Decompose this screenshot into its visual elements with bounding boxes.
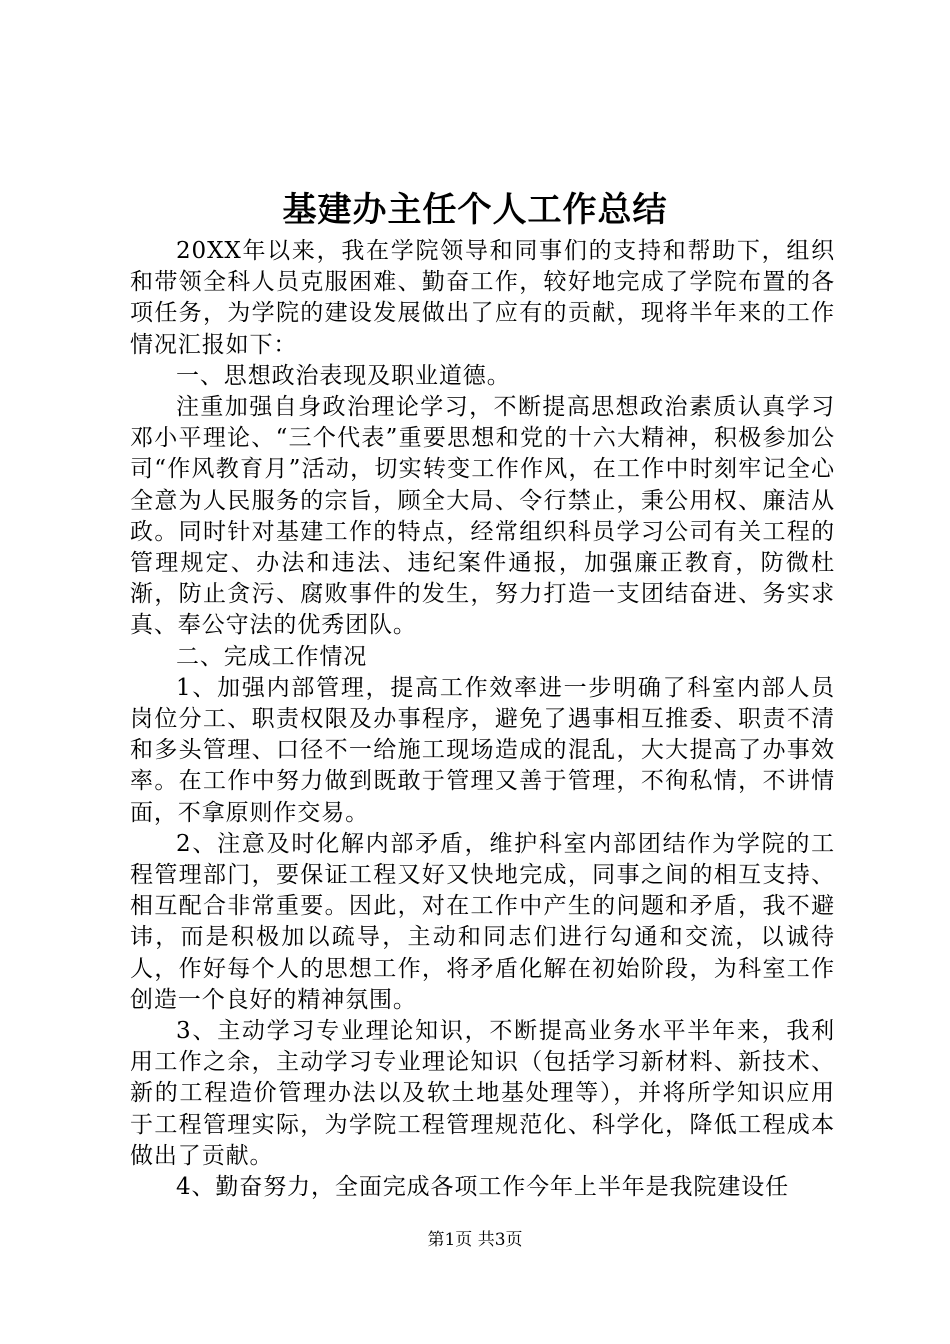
document-body (130, 236, 835, 1203)
section-heading-2: 二、完成工作情况 (176, 643, 368, 670)
paragraph-item-3: 3、主动学习专业理论知识，不断提高业务水平半年来，我利用工作之余，主动学习专业理论知识（包括学习新材料、新技术、新的工程造价管理办法以及软土地基处理等），并将所学知识应用于工程管理实际，为学院工程管理规范化、科学化，降低工程成本做出了贡献。 (130, 1018, 835, 1169)
page-footer: 第1页 共3页 (427, 1230, 523, 1250)
paragraph-political: 注重加强自身政治理论学习，不断提高思想政治素质认真学习邓小平理论、“三个代表”重要思想和党的十六大精神，积极参加公司“作风教育月”活动，切实转变工作作风，在工作中时刻牢记全心全意为人民服务的宗旨，顾全大局、令行禁止，秉公用权、廉洁从政。同时针对基建工作的特点，经常组织科员学习公司有关工程的管理规定、办法和违法、违纪案件通报，加强廉正教育，防微杜渐，防止贪污、腐败事件的发生，努力打造一支团结奋进、务实求真、奉公守法的优秀团队。 (130, 394, 835, 639)
paragraph-item-1: 1、加强内部管理，提高工作效率进一步明确了科室内部人员岗位分工、职责权限及办事程序，避免了遇事相互推委、职责不清和多头管理、口径不一给施工现场造成的混乱，大大提高了办事效率。在工作中努力做到既敢于管理又善于管理，不徇私情，不讲情面，不拿原则作交易。 (130, 674, 835, 826)
section-heading-1: 一、思想政治表现及职业道德。 (176, 362, 511, 389)
paragraph-item-4: 4、勤奋努力，全面完成各项工作今年上半年是我院建设任 (176, 1174, 790, 1201)
paragraph-item-2: 2、注意及时化解内部矛盾，维护科室内部团结作为学院的工程管理部门，要保证工程又好又快地完成，同事之间的相互支持、相互配合非常重要。因此，对在工作中产生的问题和矛盾，我不避讳，而是积极加以疏导，主动和同志们进行勾通和交流，以诚待人，作好每个人的思想工作，将矛盾化解在初始阶段，为科室工作创造一个良好的精神氛围。 (130, 830, 835, 1013)
paragraph-intro: 20XX年以来，我在学院领导和同事们的支持和帮助下，组织和带领全科人员克服困难、勤奋工作，较好地完成了学院布置的各项任务，为学院的建设发展做出了应有的贡献，现将半年来的工作情况汇报如下： (130, 238, 835, 358)
document-title: 基建办主任个人工作总结 (282, 190, 668, 230)
